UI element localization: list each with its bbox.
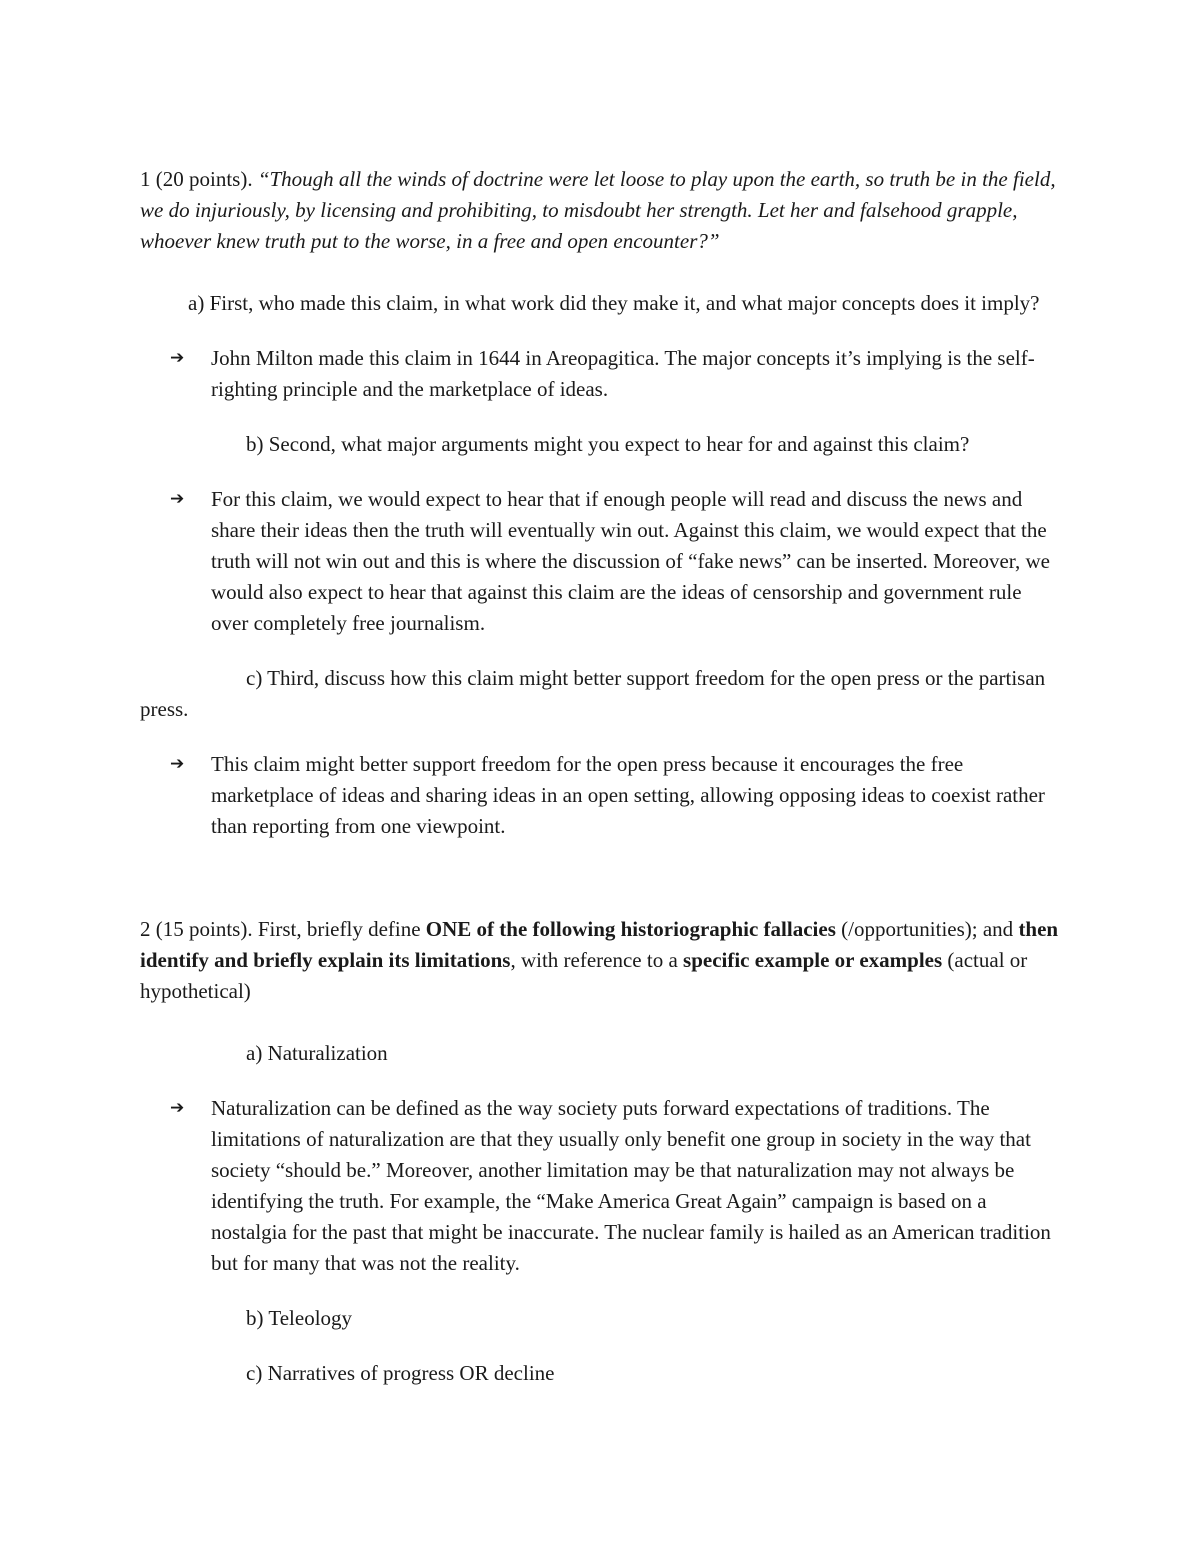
answer-1a — [140, 343, 1060, 405]
question-2-part4: (actual or hypothetical) — [140, 948, 1028, 1003]
answer-1c — [140, 749, 1060, 842]
arrow-bullet-icon: ➔ — [170, 754, 185, 774]
arrow-bullet-icon: ➔ — [170, 1098, 185, 1118]
answer-2a — [140, 1093, 1060, 1279]
question-1c-text: c) Third, discuss how this claim might better support freedom for the open press or the partisan press. — [140, 666, 1046, 721]
section-spacer — [140, 866, 1060, 914]
question-2-prompt — [140, 914, 1060, 1007]
question-1a-text: a) First, who made this claim, in what work did they make it, and what major concepts does it imply? — [188, 291, 1040, 315]
question-2-bold1: ONE of the following historiographic fallacies — [425, 917, 836, 941]
arrow-bullet-icon: ➔ — [170, 489, 185, 509]
answer-1b-text: For this claim, we would expect to hear that if enough people will read and discuss the news and share their ideas then the truth will eventually win out. Against this claim, we would expect that the truth will not win out and this is where the discussion of “fake news” can be inserted. Moreover, we would also expect to hear that against this claim are the ideas of censorship and government rule over completely free journalism. — [211, 487, 1050, 635]
question-2-part3: , with reference to a — [510, 948, 684, 972]
document-page — [140, 164, 1060, 1413]
question-2-option-b: b) Teleology — [246, 1306, 353, 1330]
question-1-label: 1 (20 points). — [140, 167, 258, 191]
arrow-bullet-icon: ➔ — [170, 348, 185, 368]
question-1b-text: b) Second, what major arguments might you expect to hear for and against this claim? — [246, 432, 970, 456]
question-1-prompt — [140, 164, 1060, 257]
question-2-part1: 2 (15 points). First, briefly define — [140, 917, 426, 941]
answer-1a-text: John Milton made this claim in 1644 in Areopagitica. The major concepts it’s implying is the self-righting principle and the marketplace of ideas. — [211, 346, 1035, 401]
answer-1c-text: This claim might better support freedom for the open press because it encourages the free marketplace of ideas and sharing ideas in an open setting, allowing opposing ideas to coexist rather than reporting from one viewpoint. — [211, 752, 1045, 838]
question-1-quote: “Though all the winds of doctrine were let loose to play upon the earth, so truth be in the field, we do injuriously, by licensing and prohibiting, to misdoubt her strength. Let her and falsehood grapple, whoever knew truth put to the worse, in a free and open encounter?” — [140, 167, 1056, 253]
question-2-option-c: c) Narratives of progress OR decline — [246, 1361, 555, 1385]
question-2-option-a: a) Naturalization — [246, 1041, 388, 1065]
answer-2a-text: Naturalization can be defined as the way society puts forward expectations of traditions. The limitations of naturalization are that they usually only benefit one group in society in the way that society “should be.” Moreover, another limitation may be that naturalization may not always be identifying the truth. For example, the “Make America Great Again” campaign is based on a nostalgia for the past that might be inaccurate. The nuclear family is hailed as an American tradition but for many that was not the reality. — [211, 1096, 1051, 1275]
answer-1b — [140, 484, 1060, 639]
question-2-bold3: specific example or examples — [683, 948, 943, 972]
question-2-bold2: then identify and briefly explain its limitations — [140, 917, 1059, 972]
question-2-part2: (/opportunities); and — [835, 917, 1019, 941]
